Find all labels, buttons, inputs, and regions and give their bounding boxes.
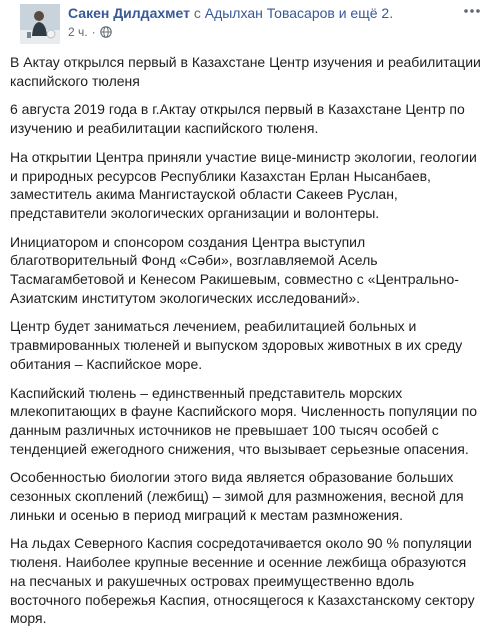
avatar-photo-icon bbox=[20, 4, 60, 44]
author-line bbox=[68, 4, 393, 22]
author-name-link[interactable]: Сакен Дилдахмет bbox=[68, 5, 190, 21]
post-paragraph: 6 августа 2019 года в г.Актау открылся первый в Казахстане Центр по изучению и реабилитации каспийского тюленя. bbox=[10, 101, 465, 137]
tagged-people-link[interactable]: Адылхан Товасаров и ещё 2. bbox=[204, 5, 394, 21]
post-timestamp[interactable]: 2 ч. bbox=[68, 25, 88, 39]
post-body bbox=[10, 44, 481, 628]
post-paragraph: Каспийский тюлень – единственный представитель морских млекопитающих в фауне Каспийского моря. Численность популяции по данным различных источников не превышает 100 тысяч особей с тенденцией ежегодного снижения, что вызывает серьезные опасения. bbox=[10, 384, 478, 457]
with-text: с bbox=[193, 5, 201, 21]
post-paragraph: Особенностью биологии этого вида является образование больших сезонных скоплений (лежбищ) – зимой для размножения, весной для линьки и осенью в период миграций к местам размножения. bbox=[10, 469, 464, 523]
post-paragraph: На открытии Центра приняли участие вице-министр экологии, геологии и природных ресурсов Республики Казахстан Ерлан Нысанбаев, заместитель акима Мангистауской области Сакеев Руслан, представители экологических организации и волонтеры. bbox=[10, 148, 477, 221]
globe-icon[interactable] bbox=[100, 26, 112, 38]
post-paragraph: На льдах Северного Каспия сосредотачивается около 90 % популяции тюленя. Наиболее крупные весенние и осенние лежбища образуются на песчаных и ракушечных островах преимущественно вдоль восточного побережья Каспия, относящегося к Казахстанскому сектору моря. bbox=[10, 535, 475, 627]
post-meta bbox=[68, 24, 112, 40]
more-options-icon[interactable] bbox=[463, 6, 481, 16]
meta-separator: · bbox=[91, 25, 96, 39]
post-paragraph-title: В Актау открылся первый в Казахстане Центр изучения и реабилитации каспийского тюленя bbox=[10, 54, 481, 89]
post-header bbox=[10, 0, 481, 44]
author-avatar[interactable] bbox=[20, 4, 60, 44]
post-paragraph: Центр будет заниматься лечением, реабилитацией больных и травмированных тюленей и выпуском здоровых животных в их среду обитания – Каспийское море. bbox=[10, 318, 463, 372]
post-paragraph: Инициатором и спонсором создания Центра выступил благотворительный Фонд «Сәби», возглавляемой Асель Тасмагамбетовой и Кенесом Ракишевым, совместно с «Центрально-Азиатским институтом экологических исследований». bbox=[10, 233, 459, 306]
